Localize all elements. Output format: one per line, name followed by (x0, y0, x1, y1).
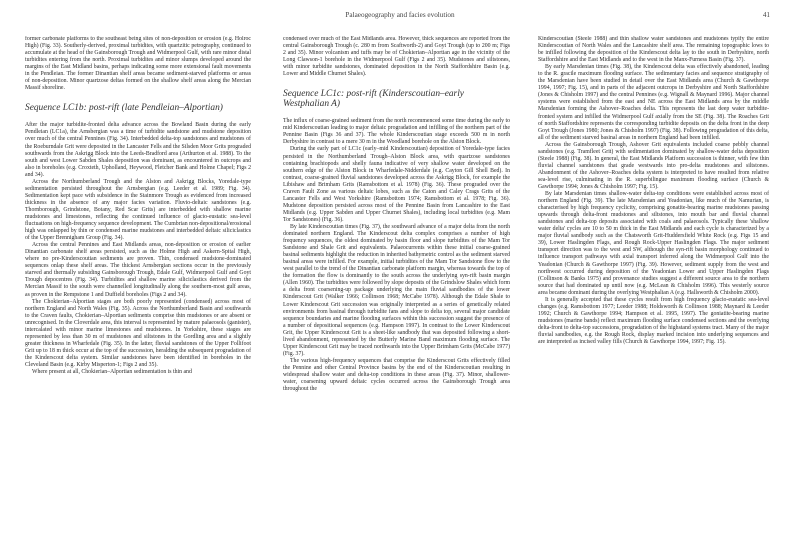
body-paragraph: The influx of coarse-grained sediment from the north recommenced some time during the early to mid Kinderscoutian leading to major deltaic progradation and infilling of the northern part of the Pennine Basin (Figs 36 and 37). The whole Kinderscoutian stage exceeds 500 m in north Derbyshire in contrast to a mere 30 m in the Woodland borehole on the Alston Block. (283, 118, 510, 146)
body-paragraph: Across the central Pennines and East Midlands areas, non-deposition or erosion of earlier Dinantian carbonate shelf areas persisted, such as the Holme High and Askern-Spital High, where no pre-Kinderscoutian sediments are proven. Thin, condensed mudstone-dominated sequences onlap these shelf areas. The thickest Arnsbergian sections occur in the previously starved and thermally subsiding Gainsborough Trough, Edale Gulf, Widmerpool Gulf and Goyt Trough depocentres (Fig. 34). Turbidites and shallow marine siliciclastics derived from the Mercian Massif to the south were channelled longitudinally along the southern-most gulf areas, as proven in the Rempstone 1 and Duffield boreholes (Figs 2 and 34). (25, 242, 251, 298)
section-heading: Sequence LC1c: post-rift (Kinderscoutian–early Westphalian A) (283, 89, 464, 110)
body-paragraph: Across the Northumberland Trough and the Alston and Askrigg Blocks, Yoredale-type sedimentation persisted throughout the Arnsbergian (e.g. Leeder et al. 1989; Fig. 34). Sedimentation kept pace with subsidence in the Stainmore Trough as evidenced from increased thickness in the absence of any major facies variation. Fluvio-deltaic sandstones (e.g. Thornborough, Grindstone, Botany, Red Scar Grits) are interbedded with shallow marine mudstones and limestones, reflecting the continued influence of glacio-eustatic sea-level fluctuations on high-frequency sequence development. The Cumbrian non-depositional/erosional high was onlapped by thin or condensed marine mudstones and interbedded deltaic siliciclastics of the Upper Brennigham Group (Fig. 34). (25, 178, 251, 242)
body-paragraph: condensed over much of the East Midlands area. However, thick sequences are reported from the central Gainsborough Trough (c. 280 m from Scaftworth-2) and Goyt Trough (up to 200 m; Figs 2 and 35). Minor volcanism and tuffs may be of Chokierian–Alportian age in the vicinity of the Long Clawson-1 borehole in the Widmerpool Gulf (Figs 2 and 35). Mudstones and siltstones, with minor turbidite sandstones, dominated deposition in the North Staffordshire Basin (e.g. Lower and Middle Churnet Shales). (283, 36, 510, 78)
body-paragraph: By early Marsdenian times (Fig. 38), the Kinderscout delta was effectively abandoned, leading to the R. gracile maximum flooding surface. The sedimentary facies and sequence stratigraphy of the Marsdenian have been studied in detail over the East Midlands area (Church & Gawthorpe 1994, 1997; Fig. 15), and in parts of the adjacent outcrops in Derbyshire and North Staffordshire (Jones & Chisholm 1997) and the central Pennines (e.g. Wignall & Maynard 1996). Major channel systems were established from the east and NE across the East Midlands area by the middle Marsdenian forming the Ashover–Roaches delta. This represents the last deep water turbidite-fronted system and infilled the Widmerpool Gulf axially from the SE (Fig. 38). The Roaches Grit of north Staffordshire represents the corresponding turbidite deposits on the delta front in the deep Goyt Trough (Jones 1980; Jones & Chisholm 1997) (Fig. 38). Following progradation of this delta, all of the sediment starved basinal areas in northern England had been infilled. (538, 64, 769, 141)
running-title: Palaeogeography and facies evolution (345, 11, 455, 19)
body-paragraph: Where present at all, Chokierian–Alportian sedimentation is thin and (32, 369, 192, 376)
text-column-right (538, 36, 769, 546)
body-paragraph: During the early part of LC1c (early–mid Kinderscoutian) deposition of Yoredale-type facies persisted in the Northumberland Trough–Alston Block area, with quartzose sandstones containing brachiopods and shelly fauna indicative of very shallow water developed on the southern edge of the Alston Block in Wharfedale-Nidderdale (e.g. Cayton Gill Shell Bed). In contrast, coarse-grained fluvial sandstones developed across the Askrigg Block, for example the Libishaw and Brimham Grits (Ramsbottom et al. 1978) (Fig. 36). These prograded over the Craven Fault Zone as various deltaic lobes, such as the Caton and Caley Crags Grits of the Lancaster Fells and West Yorkshire (Ramsbottom 1974; Ramsbottom et al. 1978; Fig. 36). Mudstone deposition persisted across most of the Pennine Basin from Lancashire to the East Midlands (e.g. Upper Sabden and Upper Churnet Shales), including local turbidites (e.g. Mam Tor Sandstones) (Fig. 36). (283, 146, 510, 223)
section-heading: Sequence LC1b: post-rift (late Pendleian–Alportian) (25, 103, 223, 114)
body-paragraph: The various high-frequency sequences that comprise the Kinderscout Grits effectively filled the Pennine and other Central Province basins by the end of the Kinderscoutian resulting in widespread shallow water and delta-top conditions in these areas (Fig. 37). Minor, shallower-water, coarsening upward deltaic cycles occurred across the Gainsborough Trough area throughout the (283, 357, 510, 393)
body-paragraph: After the major turbidite-fronted delta advance across the Bowland Basin during the early Pendleian (LC1a), the Arnsbergian was a time of turbidite sandstone and mudstone deposition over much of the central Pennines (Fig. 34). Interbedded delta-top sandstones and mudstones of the Roeburndale Grit were deposited in the Lancaster Fells and the Silsden Moor Grits prograded southwards from the Askrigg Block into the Leeds-Bradford area (Arthurton et al. 1988). To the south and west Lower Sabden Shales deposition was dominant, as encountered in outcrops and also in boreholes (e.g. Croxteth, Upholland, Heywood, Fletcher Bank and Holme Chapel; Figs 2 and 34). (25, 122, 251, 178)
running-head (0, 8, 800, 22)
body-paragraph: By late Marsdenian times shallow-water delta-top conditions were established across most of northern England (Fig. 39). The late Marsdenian and Yeadonian, like much of the Namurian, is characterised by high frequency cyclicity, comprising gonatite-bearing marine mudstones passing upwards through delta-front mudstones and siltstones, into mouth bar and fluvial channel sandstones and delta-top deposits associated with coals and palaeosols. Typically these 'shallow water delta' cycles are 10 to 50 m thick in the East Midlands and each cycle is characterized by a major fluvial sandbody such as the Chatsworth Grit-Huddersfield White Rock (e.g. Figs 15 and 39), Lower Haslingden Flags, and Rough Rock-Upper Haslingden Flags. The major sediment transport direction was to the west and SW, although the syn-rift basin morphology continued to influence transport pathways with axial transport inferred along the Widmerpool Gulf into the Yeadonian (Church & Gawthorpe 1997) (Fig. 39). However, sediment supply from the west and northwest occurred during deposition of the Yeadonian Lower and Upper Haslingden Flags (Collinson & Banks 1975) and provenance studies suggest a different source area to the northern source that had dominated up until now (e.g. McLean & Chisholm 1996). This westerly source area became dominant during the overlying Westphalian A (e.g. Hallsworth & Chisholm 2000). (538, 191, 769, 296)
body-paragraph: Across the Gainsborough Trough, Ashover Grit equivalents included coarse pebbly channel sandstones (e.g. Tramfleet Grit) with sedimentation dominated by shallow-water delta deposition (Steele 1988) (Fig. 38). In general, the East Midlands Platform succession is thinner, with few thin fluvial channel sandstones that grade westwards into pro-delta mudstones and siltstones. Abandonment of the Ashover–Roaches delta system is interpreted to have resulted from relative sea-level rise, culminating in the R. superbilingue maximum flooding surface (Church & Gawthorpe 1994; Jones & Chisholm 1997; Fig. 15). (538, 141, 769, 190)
body-paragraph: former carbonate platforms to the southeast being sites of non-deposition or erosion (e.g. Holroc High) (Fig. 33). Southerly-derived, proximal turbidites, with quartzitic petrography, continued to accumulate at the head of the Gainsborough Trough and Widmerpool Gulf, with rare minor distal turbidites entering from the north. Proximal turbidites and minor slumps developed around the margins of the East Midland basins, perhaps indicating some more extensional fault movements in the Pendleian. The former Dinantian shelf areas became sediment-starved platforms or areas of non-deposition. Minor quartzose deltas formed on the shallow shelf areas along the Mercian Massif shoreline. (25, 36, 251, 92)
body-paragraph: It is generally accepted that these cycles result from high frequency glacio-eustatic sea-level changes (e.g. Ramsbottom 1977; Leeder 1988; Holdsworth & Collinson 1988; Maynard & Leeder 1992; Church & Gawthorpe 1994; Hampson et al. 1995, 1997). The goniatite-bearing marine mudstones (marine bands) reflect maximum flooding surface condensed sections and the overlying delta-front to delta-top successions, progradation of the highstand systems tract. Many of the major fluvial sandbodies, e.g. the Rough Rock, display marked incision into underlying sequences and are interpreted as incised valley fills (Church & Gawthorpe 1994, 1997; Fig. 15). (538, 296, 769, 346)
body-paragraph: The Chokierian–Alportian stages are both poorly represented (condensed) across most of northern England and North Wales (Fig. 35). Across the Northumberland Basin and southwards to the Craven faults, Chokierian–Alportian sediments comprise thin mudstones or are absent or unrecognised. In the Cloverdale area, this interval is represented by mature palaeosols (ganister), intercalated with minor marine limestones and mudstones. In Yorkshire, these stages are represented by less than 30 m of mudstones and siltstones in the Gordling area and a slightly greater thickness in Wharfedale (Fig. 35). In the latter, fluvial sandstones of the Upper Follifoot Grit up to 18 m thick occur at the top of the succession, heralding the subsequent progradation of the Kinderscout delta system. Similar sandstones have been identified in boreholes in the Cleveland Basin (e.g. Kirby Misperton-1; Figs 2 and 35). (25, 298, 251, 368)
page-number: 41 (762, 11, 770, 19)
text-column-left (25, 36, 251, 546)
text-column-middle (283, 36, 510, 546)
body-paragraph: Kinderscoutian (Steele 1988) and thin shallow water sandstones and mudstones typify the entire Kinderscoutian of North Wales and the Lancashire shelf area. The remaining topographic lows to be infilled following the deposition of the Kinderscout delta lay to the south in Derbyshire, north Staffordshire and the East Midlands and to the west in the Manx-Furness Basin (Fig. 37). (538, 36, 769, 64)
body-paragraph: By late Kinderscoutian times (Fig. 37), the southward advance of a major delta from the north dominated northern England. The Kinderscout delta complex comprises a number of high frequency sequences, the oldest dominated by basin floor and slope turbidites of the Mam Tor Sandstone and Shale Grit and equivalents. Palaeocurrents within these initial coarse-grained basinal sediments highlight the reduction in inherited bathymetric control as the sediment starved basinal areas were infilled. For example, initial turbidites of the Mam Tor Sandstone flow to the west parallel to the trend of the Dinantian carbonate platform margin, whereas towards the top of the formation the flow is dominantly to the south across the underlying syn-rift basin margin (Allen 1960). The turbidites were followed by slope deposits of the Grindslow Shales which form a delta front coarsening-up package underlying the main fluvial sandbodies of the lower Kinderscout Grit (Walker 1966; Collinson 1968; McCabe 1978). Although the Edale Shale to Lower Kinderscout Grit succession was originally interpreted as a series of genetically related environments from basinal through turbidite fans and slope to delta top, several major candidate sequence boundaries and marine flooding surfaces within this succession suggest the presence of a number of depositional sequences (e.g. Hampson 1997). In contrast to the Lower Kinderscout Grit, the Upper Kinderscout Grit is a sheet-like sandbody that was deposited following a short-lived abandonment, represented by the Butterly Marine Band maximum flooding surface. The Upper Kinderscout Grit may be traced northwards into the Upper Brimham Grits (McCabe 1977) (Fig. 37). (283, 223, 510, 357)
